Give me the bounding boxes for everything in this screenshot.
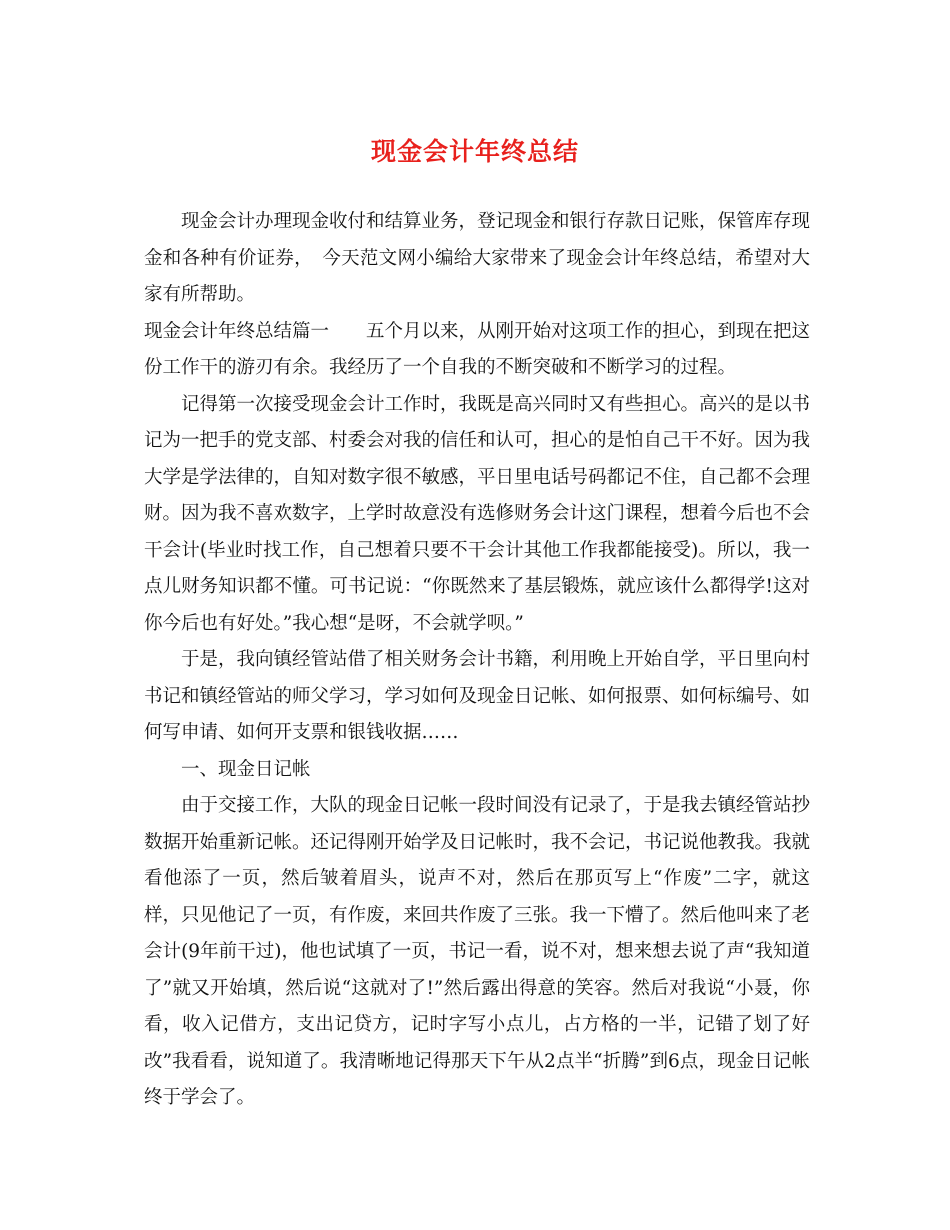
cash-journal-heading: 一、现金日记帐 bbox=[181, 758, 311, 780]
section-one-heading-paragraph: 现金会计年终总结篇一 五个月以来，从刚开始对这项工作的担心，到现在把这份工作干的游刃有余。我经历了一个自我的不断突破和不断学习的过程。 bbox=[144, 320, 811, 378]
document-body bbox=[144, 204, 810, 1117]
cash-journal-paragraph: 由于交接工作，大队的现金日记帐一段时间没有记录了，于是我去镇经管站抄数据开始重新记帐。还记得刚开始学及日记帐时，我不会记，书记说他教我。我就看他添了一页，然后皱着眉头，说声不对，然后在那页写上“作废”二字，就这样，只见他记了一页，有作废，来回共作废了三张。我一下懵了。然后他叫来了老会计(9年前干过)，他也试填了一页，书记一看，说不对，想来想去说了声“我知道了”就又开始填，然后说“这就对了!”然后露出得意的笑容。然后对我说“小聂，你看，收入记借方，支出记贷方，记时字写小点儿，占方格的一半，记错了划了好改”我看看，说知道了。我清晰地记得那天下午从2点半“折腾”到6点，现金日记帐终于学会了。 bbox=[144, 795, 811, 1108]
document-title: 现金会计年终总结 bbox=[370, 137, 579, 166]
intro-paragraph: 现金会计办理现金收付和结算业务，登记现金和银行存款日记账，保管库存现金和各种有价证券， 今天范文网小编给大家带来了现金会计年终总结，希望对大家有所帮助。 bbox=[144, 211, 811, 305]
first-experience-paragraph: 记得第一次接受现金会计工作时，我既是高兴同时又有些担心。高兴的是以书记为一把手的党支部、村委会对我的信任和认可，担心的是怕自己干不好。因为我大学是学法律的，自知对数字很不敏感，平日里电话号码都记不住，自己都不会理财。因为我不喜欢数字，上学时故意没有选修财务会计这门课程，想着今后也不会干会计(毕业时找工作，自己想着只要不干会计其他工作我都能接受)。所以，我一点儿财务知识都不懂。可书记说：“你既然来了基层锻炼，就应该什么都得学!这对你今后也有好处。”我心想“是呀，不会就学呗。” bbox=[144, 393, 811, 634]
self-study-paragraph: 于是，我向镇经管站借了相关财务会计书籍，利用晚上开始自学，平日里向村书记和镇经管站的师父学习，学习如何及现金日记帐、如何报票、如何标编号、如何写申请、如何开支票和银钱收据…… bbox=[144, 649, 811, 743]
